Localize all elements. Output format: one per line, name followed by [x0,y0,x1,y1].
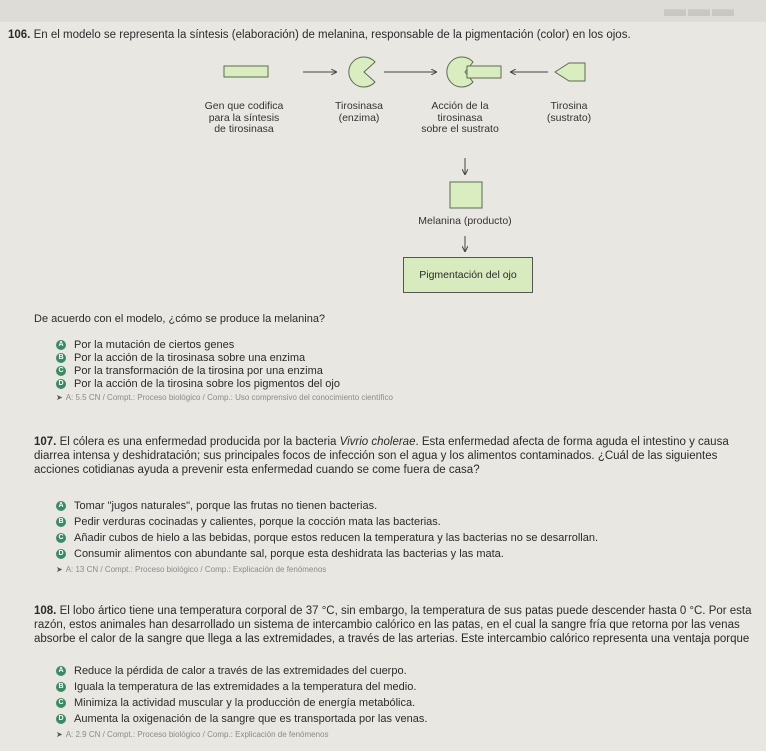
option-d-bullet: D [56,714,66,724]
question-text: En el modelo se representa la síntesis (elaboración) de melanina, responsable de la pigmentación (color) en los ojos. [33,29,631,41]
q107-option-a[interactable]: Tomar "jugos naturales", porque las frutas no tienen bacterias. [74,500,378,512]
product-label: Melanina (producto) [418,215,512,227]
q107-option-d[interactable]: Consumir alimentos con abundante sal, porque esta deshidrata las bacterias y las mata. [74,548,504,560]
option-d-bullet: D [56,379,66,389]
option-c-bullet: C [56,698,66,708]
enzyme-shape [349,57,375,87]
question-107-stem: 107. El cólera es una enfermedad producida por la bacteria Vivrio cholerae. Esta enfermedad afecta de forma aguda el intestino y causa diarrea intensa y deshidratación; sus principales focos de infección son el agua y los alimentos contaminados. ¿Cuál de las siguientes acciones cotidianas ayuda a prevenir esta enfermedad cuando se come fuera de casa? [34,436,729,476]
option-b-bullet: B [56,682,66,692]
question-number: 108. [34,605,57,617]
enzyme-label: Tirosinasa (enzima) [334,100,384,124]
q106-option-d[interactable]: Por la acción de la tirosina sobre los pigmentos del ojo [74,378,340,390]
section-heading-ghost: ▬▬▬ [664,0,736,21]
question-number: 107. [34,436,57,448]
q108-option-d[interactable]: Aumenta la oxigenación de la sangre que es transportada por las venas. [74,713,428,725]
option-d-bullet: D [56,549,66,559]
q106-metadata: ➤ A: 5.5 CN / Compt.: Proceso biológico / Comp.: Uso comprensivo del conocimiento científico [56,393,393,402]
q108-option-b[interactable]: Iguala la temperatura de las extremidades a la temperatura del medio. [74,681,417,693]
q107-option-b[interactable]: Pedir verduras cocinadas y calientes, porque la cocción mata las bacterias. [74,516,441,528]
product-shape [450,182,482,208]
option-a-bullet: A [56,501,66,511]
question-106-prompt: De acuerdo con el modelo, ¿cómo se produce la melanina? [34,313,326,325]
substrate-shape [555,63,585,81]
option-c-bullet: C [56,533,66,543]
q108-option-c[interactable]: Minimiza la actividad muscular y la producción de energía metabólica. [74,697,416,709]
gene-label: Gen que codifica para la síntesis de tirosinasa [204,100,284,135]
q106-option-b[interactable]: Por la acción de la tirosinasa sobre una enzima [74,352,306,364]
q108-option-a[interactable]: Reduce la pérdida de calor a través de las extremidades del cuerpo. [74,665,407,677]
action-label: Acción de la tirosinasa sobre el sustrato [421,100,499,135]
bacteria-species: Vivrio cholerae [339,436,416,448]
substrate-label: Tirosina (sustrato) [546,100,592,124]
option-c-bullet: C [56,366,66,376]
option-b-bullet: B [56,517,66,527]
q107-metadata: ➤ A: 13 CN / Compt.: Proceso biológico / Comp.: Explicación de fenómenos [56,565,327,574]
q108-metadata: ➤ A: 2.9 CN / Compt.: Proceso biológico / Comp.: Explicación de fenómenos [56,730,329,739]
q106-option-a[interactable]: Por la mutación de ciertos genes [74,339,235,351]
gene-shape [224,66,268,77]
question-number: 106. [8,29,31,41]
eye-pigmentation-box: Pigmentación del ojo [403,257,533,293]
melanin-synthesis-diagram [0,0,766,300]
question-108-stem [34,604,762,646]
option-a-bullet: A [56,340,66,350]
q107-option-c[interactable]: Añadir cubos de hielo a las bebidas, porque estos reducen la temperatura y las bacterias no se desarrollan. [74,532,599,544]
option-a-bullet: A [56,666,66,676]
question-text: El lobo ártico tiene una temperatura corporal de 37 °C, sin embargo, la temperatura de sus patas puede descender hasta 0 °C. Por esta razón, estos animales han desarrollado un sistema de intercambio calórico en las patas, en el cual la sangre fría que retorna por las venas absorbe el calor de la sangre que llega a las extremidades, a través de las arterias. Este intercambio calórico representa una ventaja porque [34,605,752,645]
q106-option-c[interactable]: Por la transformación de la tirosina por una enzima [74,365,323,377]
option-b-bullet: B [56,353,66,363]
